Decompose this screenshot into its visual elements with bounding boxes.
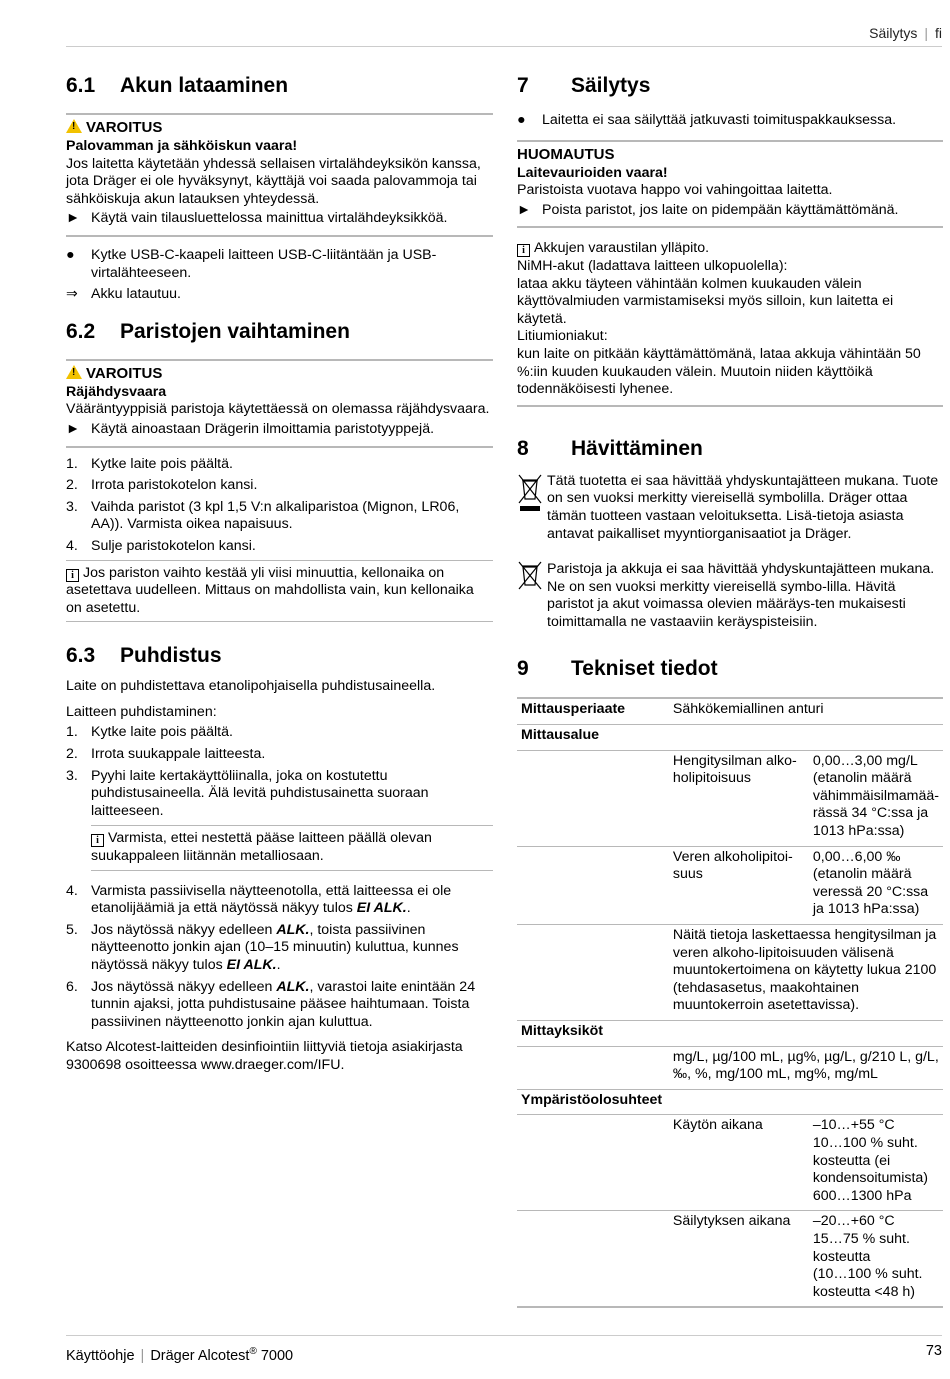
info-note-batteries: i Akkujen varaustilan ylläpito. NiMH-akut (ladattava laitteen ulkopuolella): lataa akku täyteen vähintään kolmen kuukauden välein käyttövalmiuden varmistamiseksi myös silloin, kun laitetta ei käytetä. Litiumioniakut: kun laite on pitkään käyttämättömänä, lataa akkuja vähintään 50 %:iin kuuden kuukauden välein. Muutoin niiden käyttöikä todennäköisesti lyhenee. bbox=[517, 236, 943, 406]
disposal-batteries: Paristoja ja akkuja ei saa hävittää yhdyskuntajätteen mukana. Ne on sen vuoksi merkitty viereisellä symbo-lilla. Hävitä paristot ja akut voimassa olevien määräys-ten mukaisesti toimittamalla ne vastaaviin keräyspisteisiin. bbox=[517, 561, 943, 631]
warning-icon: ! bbox=[66, 119, 82, 133]
footer-doc: Käyttöohje bbox=[66, 1347, 135, 1364]
running-header: Säilytys | fi bbox=[869, 25, 942, 41]
action-arrow-icon: ► bbox=[66, 420, 81, 437]
action-arrow-icon: ► bbox=[517, 201, 532, 218]
info-note-liquid: i Varmista, ettei nestettä pääse laitteen päällä olevan suukappaleen liitännän metalliosaan. bbox=[91, 825, 493, 870]
crossed-bin-icon bbox=[517, 561, 547, 631]
spec-table: Mittausperiaate Sähkökemiallinen anturi Mittausalue Hengitysilman alko-holipitoisuus 0,00…3,00 mg/L (etanolin määrä vähimmäisilmamää-rässä 34 °C:ssa ja 1013 hPa:ssa) Veren alkoholipitoi-suus 0,00…6,00 ‰ (etanolin määrä veressä 20 °C:ssa ja 1013 hPa:ssa) Näitä tietoja laskettaessa hengitysilman ja veren alkoho-lipitoisuuden välisenä muuntokertoimena on käytetty lukua 2100 (tehdasasetus, maakohtainen muuntokerroin asetettavissa). Mittayksiköt mg/L, µg/100 mL, µg%, µg/L, g/210 L, g/L, ‰, %, mg/100 mL, mg%, mg/mL Ympäristöolosuhteet Käytön aikana –10…+55 °C 10…100 % suht. kosteutta (ei kondensoitumista) 600…1300 hPa Säilytyksen aikana –20…+60 °C 15…75 % suht. kosteutta (10…100 % suht. kosteutta <48 h) bbox=[517, 697, 943, 1308]
heading-8: 8 Hävittäminen bbox=[517, 436, 703, 460]
footer-product: Dräger Alcotest bbox=[150, 1347, 250, 1364]
paragraph: Katso Alcotest-laitteiden desinfiointiin liittyviä tietoja asiakirjasta 9300698 osoitteessa www.draeger.com/IFU. bbox=[66, 1039, 463, 1073]
info-icon: i bbox=[91, 834, 104, 847]
step: Vaihda paristot (3 kpl 1,5 V:n alkaliparistoa (Mignon, LR06, AA)). Varmista oikea napaisuus. bbox=[91, 498, 460, 533]
bullet-icon: ● bbox=[66, 246, 75, 263]
action-arrow-icon: ► bbox=[66, 210, 81, 227]
left-column: 6.1 Akun lataaminen ! VAROITUS Palovamman ja sähköiskun vaara! Jos laitetta käytetään yhdessä sellaisen virtalähdeyksikön kanssa, jota Dräger ei ole hyväksynyt, käyttäjä voi saada palovammoja tai sähköiskuja akun latauksen yhteydessä. ► Käytä vain tilausluettelossa mainittua virtalähdeyksikköä. ● Kytke USB-C-kaapeli laitteen USB-C-liitäntään ja USB-virtalähteeseen. ⇒ Akku latautuu. 6.2 Paristojen vaihtaminen ! VAROITUS Räjähdysvaara Vääräntyyppisiä paristoja käytettäessä on olemassa räjähdysvaara. ► Käytä ainoastaan Drägerin ilmoittamia paristotyyppejä. 1. Kytke laite pois päältä. 2. Irrota paristokotelon kansi. 3. Vaihda paristot (3 kpl 1,5 V:n alkaliparistoa (Mignon, LR06, AA)). Varmista oikea napaisuus. 4. Sulje paristokotelon kansi. i Jos pariston vaihto kestää yli viisi minuuttia, kellonaika on asetettava uudelleen. Mittaus on mahdollista vain, kun kellonaika on asetettu. 6.3 Puhdistus Laite on puhdistettava etanolipohjaisella puhdistusaineella. Laitteen puhdistaminen: 1. Kytke laite pois päältä. 2. Irrota suukappale laitteesta. 3. Pyyhi laite kertakäyttöliinalla, joka on kostutettu puhdistusaineella. Älä levitä puhdistusainetta suoraan laitteeseen. i Varmista, ettei nestettä pääse laitteen päällä olevan suukappaleen liitännän metalliosaan. 4. Varmista passiivisella näytteenotolla, että laitteessa ei ole etanolijäämiä ja että näytössä näkyy tulos EI ALK.. 5. Jos näytössä näkyy edelleen ALK., toista passiivinen näytteenotto jonkin ajan (10–15 minuutin) kuluttua, kunnes näytössä näkyy tulos EI ALK.. 6. Jos näytössä näkyy edelleen ALK., varastoi laite enintään 24 tunnin ajaksi, jotta puhdistusaine pääsee haihtumaan. Toista passiivinen näytteenotto jonkin ajan kuluttua. Katso Alcotest-laitteiden desinfiointiin liittyviä tietoja asiakirjasta 9300698 osoitteessa www.draeger.com/IFU. bbox=[66, 72, 493, 1075]
heading-7: 7 Säilytys bbox=[517, 74, 651, 97]
crossed-bin-icon bbox=[517, 473, 547, 543]
warning-icon: ! bbox=[66, 365, 82, 379]
footer-rule bbox=[66, 1335, 942, 1336]
right-column: 7 Säilytys ● Laitetta ei saa säilyttää jatkuvasti toimituspakkauksessa. HUOMAUTUS Laitevaurioiden vaara! Paristoista vuotava happo voi vahingoittaa laitetta. ► Poista paristot, jos laite on pidempään käyttämättömänä. i Akkujen varaustilan ylläpito. NiMH-akut (ladattava laitteen ulkopuolella): lataa akku täyteen vähintään kolmen kuukauden välein käyttövalmiuden varmistamiseksi myös silloin, kun laitetta ei käytetä. Litiumioniakut: kun laite on pitkään käyttämättömänä, lataa akkuja vähintään 50 %:iin kuuden kuukauden välein. Muutoin niiden käyttöikä todennäköisesti lyhenee. 8 Hävittäminen Tätä tuotetta ei saa hävittää yhdyskuntajätteen mukana. Tuote on sen vuoksi merkitty viereisellä symbolilla. Dräger ottaa tämän tuotteen vastaan veloituksetta. Lisä-tietoja asiasta antavat paikalliset myyntiorganisaatiot ja Dräger. Paristoja ja akkuja ei saa hävittää yhdyskuntajätteen mukana. Ne on sen vuoksi merkitty viereisellä symbo-lilla. Hävitä paristot ja akut voimassa olevien määräys-ten mukaisesti toimittamalla ne vastaaviin keräyspisteisiin. 9 Tekniset tiedot Mittausperiaate Sähkökemiallinen anturi Mittausalue Hengitysilman alko-holipitoisuus 0,00…3,00 mg/L (etanolin määrä vähimmäisilmamää-rässä 34 °C:ssa ja 1013 hPa:ssa) Veren alkoholipitoi-suus 0,00…6,00 ‰ (etanolin määrä veressä 20 °C:ssa ja 1013 hPa:ssa) Näitä tietoja laskettaessa hengitysilman ja veren alkoho-lipitoisuuden välisenä muuntokertoimena on käytetty lukua 2100 (tehdasasetus, maakohtainen muuntokerroin asetettavissa). Mittayksiköt mg/L, µg/100 mL, µg%, µg/L, g/210 L, g/L, ‰, %, mg/100 mL, mg%, mg/mL Ympäristöolosuhteet Käytön aikana –10…+55 °C 10…100 % suht. kosteutta (ei kondensoitumista) 600…1300 hPa Säilytyksen aikana –20…+60 °C 15…75 % suht. kosteutta (10…100 % suht. kosteutta <48 h) bbox=[517, 72, 943, 1308]
page-number: 73 bbox=[925, 1343, 942, 1359]
warning-box-charging: ! VAROITUS Palovamman ja sähköiskun vaara! Jos laitetta käytetään yhdessä sellaisen virtalähdeyksikön kanssa, jota Dräger ei ole hyväksynyt, käyttäjä voi saada palovammoja tai sähköiskuja akun latauksen yhteydessä. ► Käytä vain tilausluettelossa mainittua virtalähdeyksikköä. bbox=[66, 113, 493, 237]
footer: Käyttöohje | Dräger Alcotest® 7000 bbox=[66, 1346, 294, 1364]
step: Irrota paristokotelon kansi. bbox=[91, 477, 258, 494]
caution-box: HUOMAUTUS Laitevaurioiden vaara! Paristoista vuotava happo voi vahingoittaa laitetta. ► Poista paristot, jos laite on pidempään käyttämättömänä. bbox=[517, 140, 943, 229]
header-rule bbox=[66, 46, 942, 47]
header-lang: fi bbox=[935, 25, 942, 41]
heading-6-3: 6.3 Puhdistus bbox=[66, 644, 222, 668]
step: Irrota suukappale laitteesta. bbox=[91, 746, 266, 763]
warning-box-batteries: ! VAROITUS Räjähdysvaara Vääräntyyppisiä paristoja käytettäessä on olemassa räjähdysvaara. ► Käytä ainoastaan Drägerin ilmoittamia paristotyyppejä. bbox=[66, 359, 493, 448]
result-arrow-icon: ⇒ bbox=[66, 286, 78, 303]
bullet-icon: ● bbox=[517, 112, 526, 128]
info-note-clock: i Jos pariston vaihto kestää yli viisi minuuttia, kellonaika on asetettava uudelleen. Mittaus on mahdollista vain, kun kellonaika on asetettu. bbox=[66, 560, 493, 623]
paragraph: Laitteen puhdistaminen: bbox=[66, 703, 217, 720]
step: Pyyhi laite kertakäyttöliinalla, joka on kostutettu puhdistusaineella. Älä levitä puhdistusainetta suoraan laitteeseen. bbox=[91, 767, 429, 819]
step: Kytke laite pois päältä. bbox=[91, 724, 233, 741]
heading-6-1: 6.1 Akun lataaminen bbox=[66, 74, 289, 97]
paragraph: Laite on puhdistettava etanolipohjaisella puhdistusaineella. bbox=[66, 678, 436, 695]
heading-9: 9 Tekniset tiedot bbox=[517, 657, 718, 681]
step: Sulje paristokotelon kansi. bbox=[91, 537, 256, 554]
info-icon: i bbox=[517, 244, 530, 257]
heading-6-2: 6.2 Paristojen vaihtaminen bbox=[66, 319, 350, 343]
step: Kytke laite pois päältä. bbox=[91, 455, 233, 472]
info-icon: i bbox=[66, 569, 79, 582]
disposal-device: Tätä tuotetta ei saa hävittää yhdyskuntajätteen mukana. Tuote on sen vuoksi merkitty viereisellä symbolilla. Dräger ottaa tämän tuotteen vastaan veloituksetta. Lisä-tietoja asiasta antavat paikalliset myyntiorganisaatiot ja Dräger. bbox=[517, 473, 943, 543]
header-section: Säilytys bbox=[869, 25, 918, 41]
